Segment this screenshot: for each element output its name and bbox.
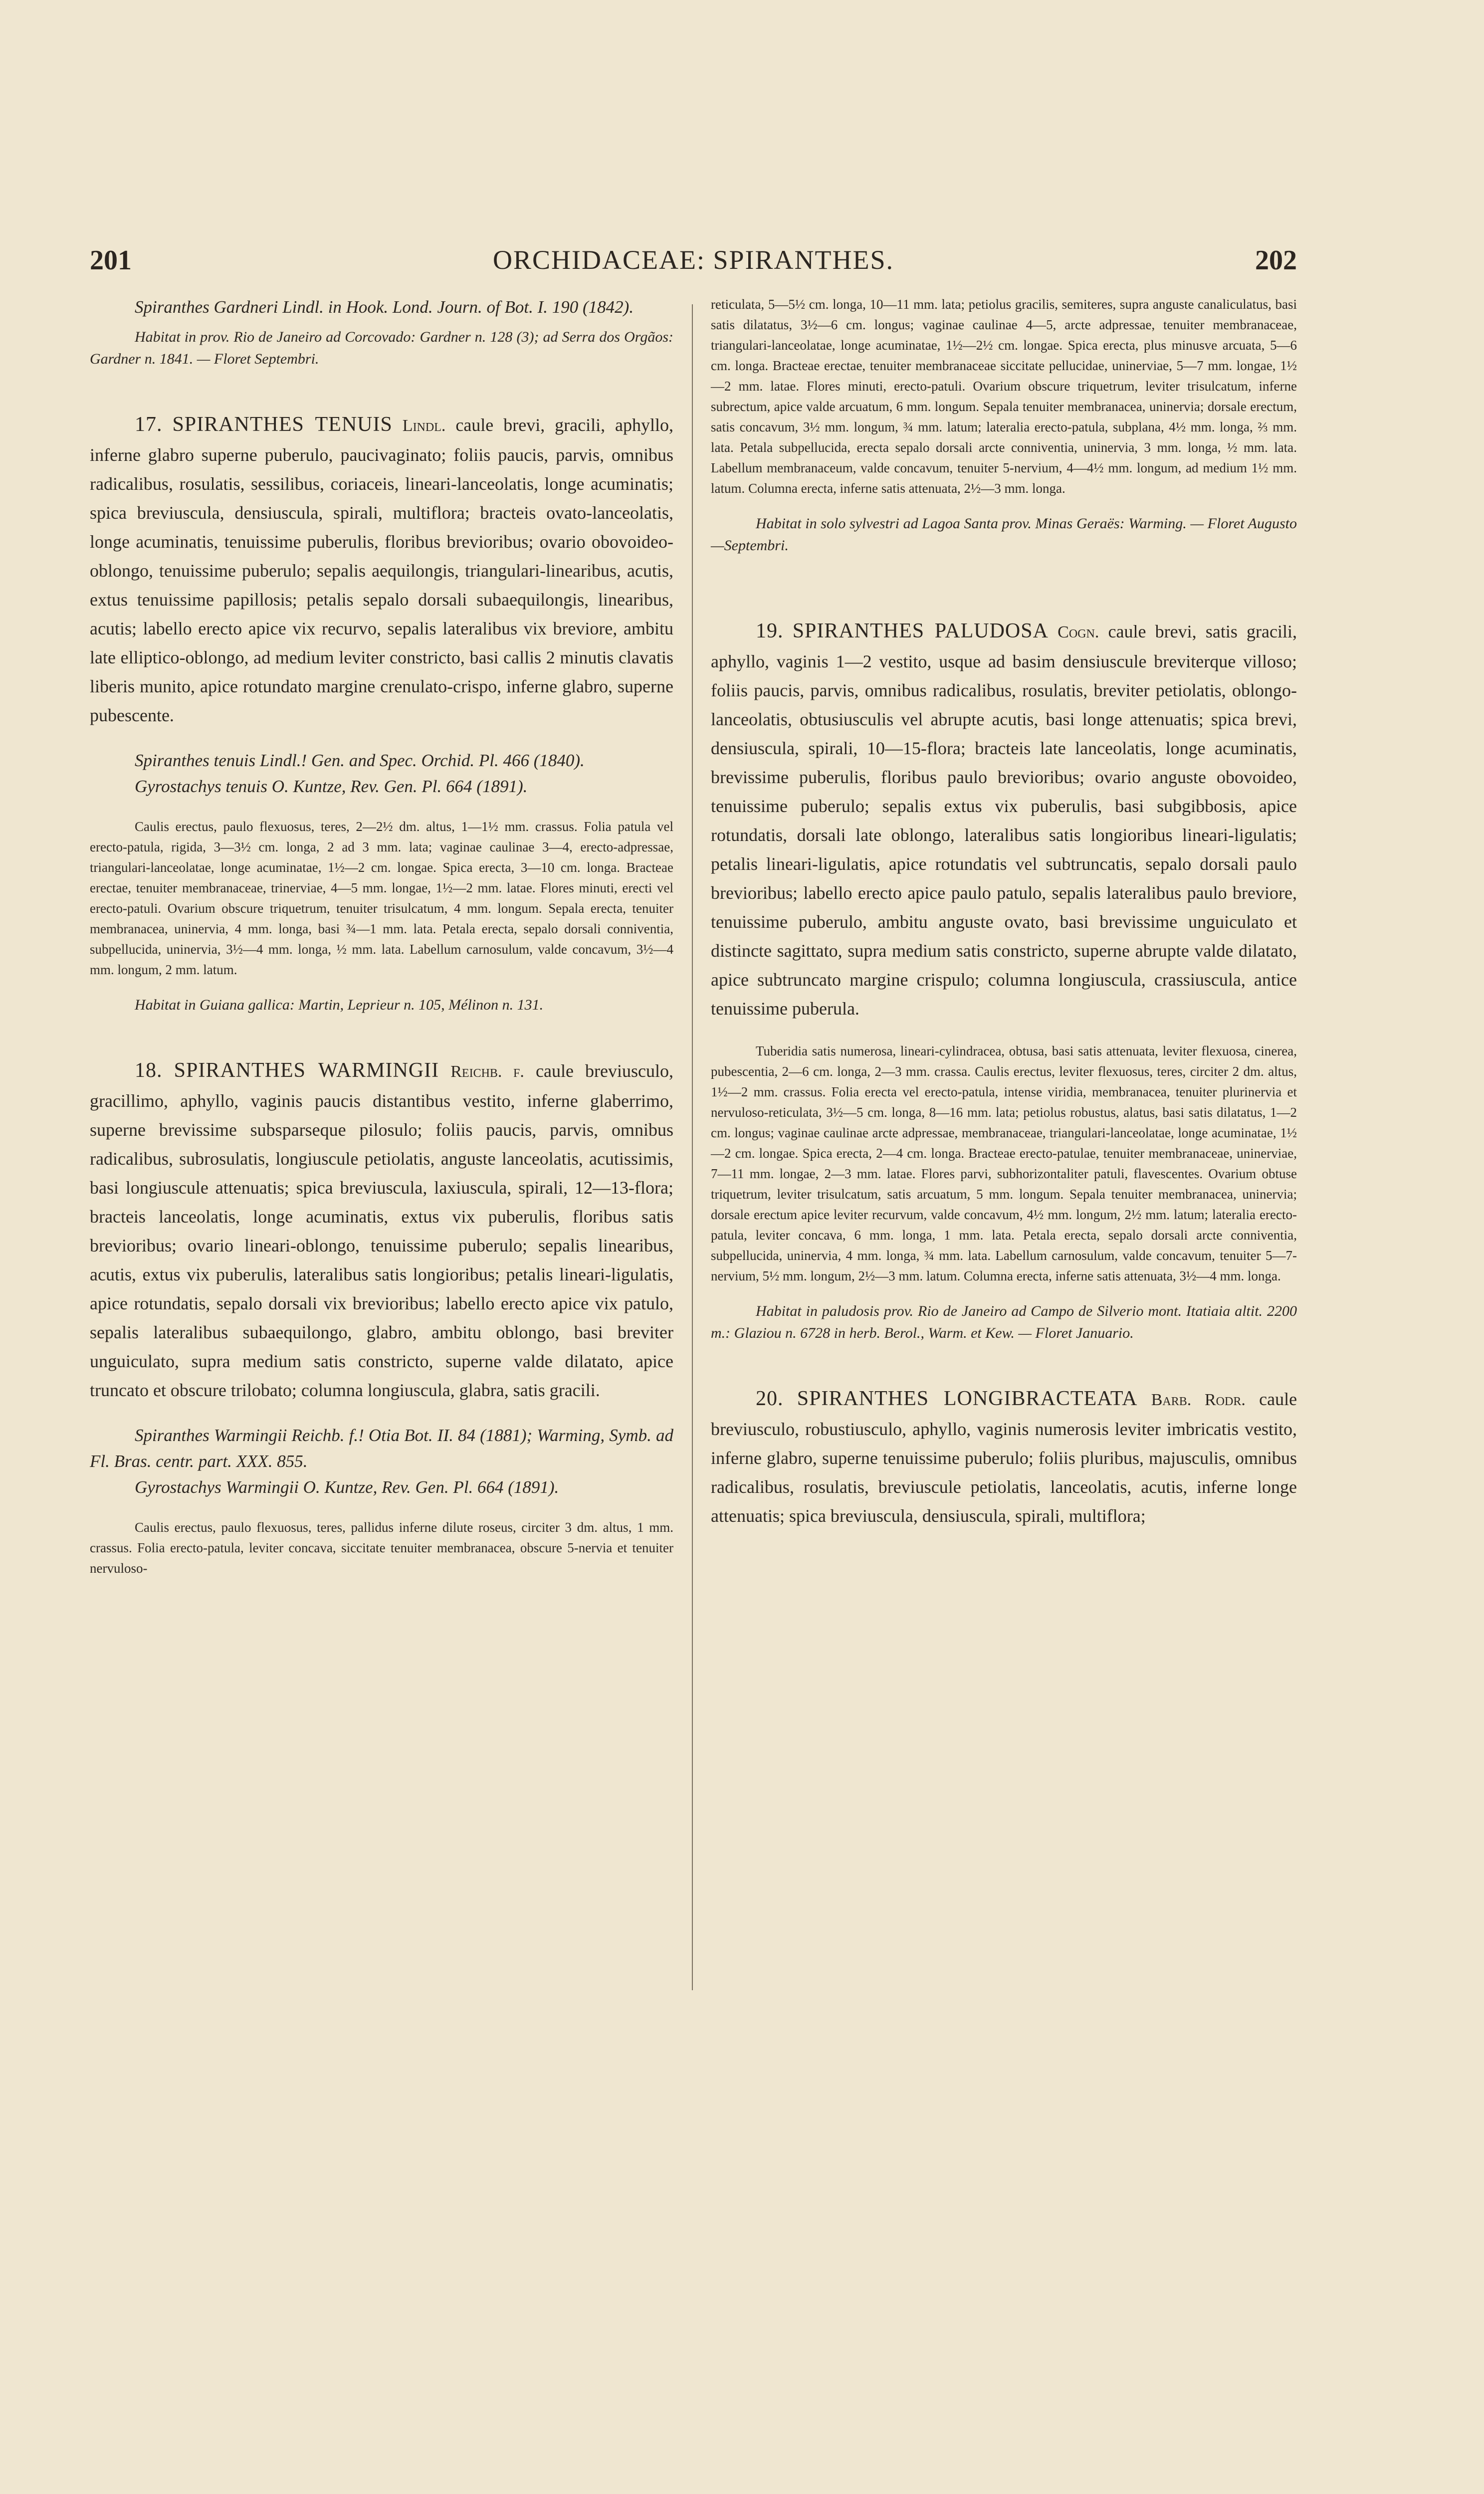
species-19 xyxy=(711,617,1297,1023)
species-author: Reichb. f. xyxy=(450,1062,524,1081)
species-diagnosis: caule brevi, gracili, aphyllo, inferne glabro superne puberulo, paucivaginato; foliis paucis, parvis, omnibus radicalibus, rosulatis, sessilibus, coriaceis, lineari-lanceolatis, longe acuminatis; spica breviuscula, densiuscula, spirali, multiflora; bracteis ovato-lanceolatis, longe acuminatis, tenuissime puberulis, floribus brevioribus; ovario obovoideo-oblongo, tenuissime puberulo; sepalis aequilongis, triangulari-linearibus, acutis, extus tenuissime papillosis; petalis sepalo dorsali subaequilongis, linearibus, acutis; labello erecto apice vix recurvo, sepalis lateralibus vix breviore, ambitu late elliptico-oblongo, ad medium leviter constricto, basi callis 2 minutis clavatis liberis munito, apice rotundato margine crenulato-crispo, inferne glabro, superne pubescente. xyxy=(90,415,674,725)
species-name: SPIRANTHES WARMINGII xyxy=(174,1059,439,1082)
species-name: SPIRANTHES TENUIS xyxy=(172,413,393,436)
reference-gardneri: Spiranthes Gardneri Lindl. in Hook. Lond. Journ. of Bot. I. 190 (1842). xyxy=(135,297,634,317)
species-author: Barb. Rodr. xyxy=(1151,1391,1246,1409)
species-diagnosis: caule breviusculo, gracillimo, aphyllo, vaginis paucis distantibus vestito, inferne glaberrimo, superne brevissime subsparseque pilosulo; foliis paucis, parvis, omnibus radicalibus, subrosulatis, longiuscule petiolatis, anguste lanceolatis, acutissimis, basi longiuscule attenuatis; spica breviuscula, laxiuscula, spirali, 12—13-flora; bracteis lanceolatis, longe acuminatis, extus vix puberulis, floribus satis brevioribus; ovario lineari-oblongo, tenuissime puberulo; sepalis linearibus, acutis, extus vix puberulis, lateralibus satis longioribus; petalis lineari-ligulatis, apice rotundatis, sepalo dorsali vix brevioribus; labello erecto apice vix patulo, sepalis lateralibus subaequilongo, glabro, ambitu oblongo, basi breviter unguiculato, supra medium satis constricto, superne valde dilatato, apice truncato et obscure trilobato; columna longiuscula, glabra, satis gracili. xyxy=(90,1061,674,1400)
species-name: SPIRANTHES LONGIBRACTEATA xyxy=(797,1387,1138,1410)
reference-warmingii-1: Spiranthes Warmingii Reichb. f.! Otia Bot. II. 84 (1881); Warming, Symb. ad Fl. Bras. centr. part. XXX. 855. xyxy=(90,1426,673,1471)
species-number: 20. xyxy=(756,1387,784,1410)
page-number-right: 202 xyxy=(1255,245,1297,276)
species-17 xyxy=(90,410,673,730)
species-diagnosis: caule breviusculo, robustiusculo, aphyllo, vaginis numerosis leviter imbricatis vestito, inferne glabro, superne tenuissime puberulo; foliis pluribus, majusculis, omnibus radicalibus, rosulatis, breviuscule petiolatis, lanceolatis, acutis, inferne longe attenuatis; spica breviuscula, densiuscula, spirali, multiflora; xyxy=(711,1389,1297,1526)
right-column xyxy=(711,294,1297,1548)
habitat-paludosa: Habitat in paludosis prov. Rio de Janeiro ad Campo de Silverio mont. Itatiaia altit. 2200 m.: Glaziou n. 6728 in herb. Berol., Warm. et Kew. — Floret Januario. xyxy=(711,1303,1297,1341)
description-tenuis: Caulis erectus, paulo flexuosus, teres, 2—2½ dm. altus, 1—1½ mm. crassus. Folia patula vel erecto-patula, rigida, 3—3½ cm. longa, 2 ad 3 mm. lata; vaginae caulinae 3—4, erecto-adpressae, triangulari-lanceolatae, longe acuminatae, 1½—2 cm. longae. Spica erecta, 3—10 cm. longa. Bracteae erectae, tenuiter membranaceae, trinerviae, 4—5 mm. longae, 1½—2 mm. latae. Flores minuti, erecti vel erecto-patuli. Ovarium obscure triquetrum, tenuiter trisulcatum, 4 mm. longum. Sepala erecta, tenuiter membranacea, uninervia, 4 mm. longa, basi ¾—1 mm. lata. Petala erecta, sepalo dorsali conniventia, subpellucida, uninervia, 3½—4 mm. longa, ½ mm. lata. Labellum carnosulum, valde concavum, 3½—4 mm. longum, 2 mm. latum. xyxy=(90,819,673,977)
species-18 xyxy=(90,1056,673,1405)
reference-tenuis-1: Spiranthes tenuis Lindl.! Gen. and Spec. Orchid. Pl. 466 (1840). xyxy=(135,751,585,770)
habitat-tenuis: Habitat in Guiana gallica: Martin, Leprieur n. 105, Mélinon n. 131. xyxy=(135,997,544,1013)
description-warmingii-start: Caulis erectus, paulo flexuosus, teres, pallidus inferne dilute roseus, circiter 3 dm. altus, 1 mm. crassus. Folia erecto-patula, leviter concava, siccitate tenuiter membranacea, obscure 5-nervia et tenuiter nervuloso- xyxy=(90,1520,673,1576)
column-divider xyxy=(692,304,693,1990)
reference-warmingii-2: Gyrostachys Warmingii O. Kuntze, Rev. Gen. Pl. 664 (1891). xyxy=(135,1477,559,1497)
species-number: 17. xyxy=(135,413,163,436)
reference-tenuis-2: Gyrostachys tenuis O. Kuntze, Rev. Gen. Pl. 664 (1891). xyxy=(135,777,528,796)
description-warmingii-continued: reticulata, 5—5½ cm. longa, 10—11 mm. lata; petiolus gracilis, semiteres, supra anguste canaliculatus, basi satis dilatatus, 3½—6 cm. longus; vaginae caulinae 4—5, arcte adpressae, tenuiter membranaceae, triangulari-lanceolatae, longe acuminatae, 1½—2½ cm. longae. Spica erecta, plus minusve arcuata, 5—6 cm. longa. Bracteae erectae, tenuiter membranaceae siccitate pellucidae, uninerviae, 5—7 mm. longae, 1½—2 mm. latae. Flores minuti, erecto-patuli. Ovarium obscure triquetrum, leviter trisulcatum, inferne subrectum, apice valde arcuatum, 6 mm. longum. Sepala tenuiter membranacea, uninervia; dorsale erectum, satis concavum, 3½ mm. longum, ¾ mm. latum; lateralia erecto-patula, subplana, 4½ mm. longa, ⅔ mm. lata. Petala subpellucida, erecta sepalo dorsali arcte conniventia, uninervia, 3 mm. longa, ½ mm. lata. Labellum membranaceum, valde concavum, tenuiter 5-nervium, 4—4½ mm. longum, ad medium 1½ mm. latum. Columna erecta, inferne satis attenuata, 2½—3 mm. longa. xyxy=(711,297,1297,496)
species-20 xyxy=(711,1384,1297,1530)
habitat-gardneri: Habitat in prov. Rio de Janeiro ad Corcovado: Gardner n. 128 (3); ad Serra dos Orgãos: Gardner n. 1841. — Floret Septembri. xyxy=(90,329,673,367)
species-diagnosis: caule brevi, satis gracili, aphyllo, vaginis 1—2 vestito, usque ad basim densiuscule breviterque villoso; foliis paucis, parvis, omnibus radicalibus, rosulatis, breviter petiolatis, oblongo-lanceolatis, obtusiusculis vel abrupte acutis, basi longe attenuatis; spica brevi, densiuscula, spirali, 10—15-flora; bracteis late lanceolatis, longe acuminatis, brevissime puberulis, floribus paulo brevioribus; ovario anguste obovoideo, tenuissime puberulo; sepalis extus vix puberulis, basi subgibbosis, apice rotundatis, dorsali late oblongo, lateralibus satis longioribus lineari-ligulatis; petalis lineari-ligulatis, apice rotundatis vel subtruncatis, sepalo dorsali paulo brevioribus; labello erecto apice paulo patulo, sepalis lateralibus paulo breviore, tenuissime puberulo, ambitu anguste ovato, basi brevissime unguiculato et distincte sagittato, supra medium satis constricto, superne abrupte valde dilatato, apice subtruncato margine crispulo; columna longiuscula, crassiuscula, antice tenuissime puberula. xyxy=(711,622,1297,1019)
page-number-left: 201 xyxy=(90,245,132,276)
left-column xyxy=(90,294,673,1593)
species-author: Cogn. xyxy=(1058,623,1099,641)
running-title: ORCHIDACEAE: SPIRANTHES. xyxy=(492,245,894,275)
species-number: 18. xyxy=(135,1059,163,1082)
species-author: Lindl. xyxy=(402,416,446,435)
species-number: 19. xyxy=(756,620,784,642)
page-header xyxy=(90,244,1297,284)
description-paludosa: Tuberidia satis numerosa, lineari-cylindracea, obtusa, basi satis attenuata, leviter flexuosa, cinerea, pubescentia, 2—6 cm. longa, 2—3 mm. crassa. Caulis erectus, leviter flexuosus, teres, circiter 2 dm. altus, 1½—2 mm. crassus. Folia erecta vel erecto-patula, intense viridia, membranacea, tenuiter plurinervia et nervuloso-reticulata, 3½—5 cm. longa, 8—16 mm. lata; petiolus robustus, alatus, basi satis dilatatus, 1—2 cm. longus; vaginae caulinae arcte adpressae, membranaceae, triangulari-lanceolatae, longe acuminatae, 1½—2 cm. longae. Spica erecta, 2—4 cm. longa. Bracteae erecto-patulae, tenuiter membranaceae, uninerviae, 7—11 mm. longae, 2—3 mm. latae. Flores parvi, subhorizontaliter patuli, flavescentes. Ovarium obtuse triquetrum, leviter trisulcatum, satis arcuatum, 5 mm. longum. Sepala tenuiter membranacea, uninervia; dorsale erectum apice leviter recurvum, valde concavum, 4½ mm. longum, 2½ mm. latum; lateralia erecto-patula, leviter concava, 6 mm. longa, 1 mm. lata. Petala erecta, sepalo dorsali arcte conniventia, subpellucida, uninervia, 4 mm. longa, ¾ mm. lata. Labellum carnosulum, valde concavum, tenuiter 5—7-nervium, 5½ mm. longum, 2½—3 mm. latum. Columna erecta, inferne satis attenuata, 3½—4 mm. longa. xyxy=(711,1043,1297,1283)
species-name: SPIRANTHES PALUDOSA xyxy=(792,620,1049,642)
habitat-warmingii: Habitat in solo sylvestri ad Lagoa Santa prov. Minas Geraës: Warming. — Floret Augusto—Septembri. xyxy=(711,515,1297,554)
